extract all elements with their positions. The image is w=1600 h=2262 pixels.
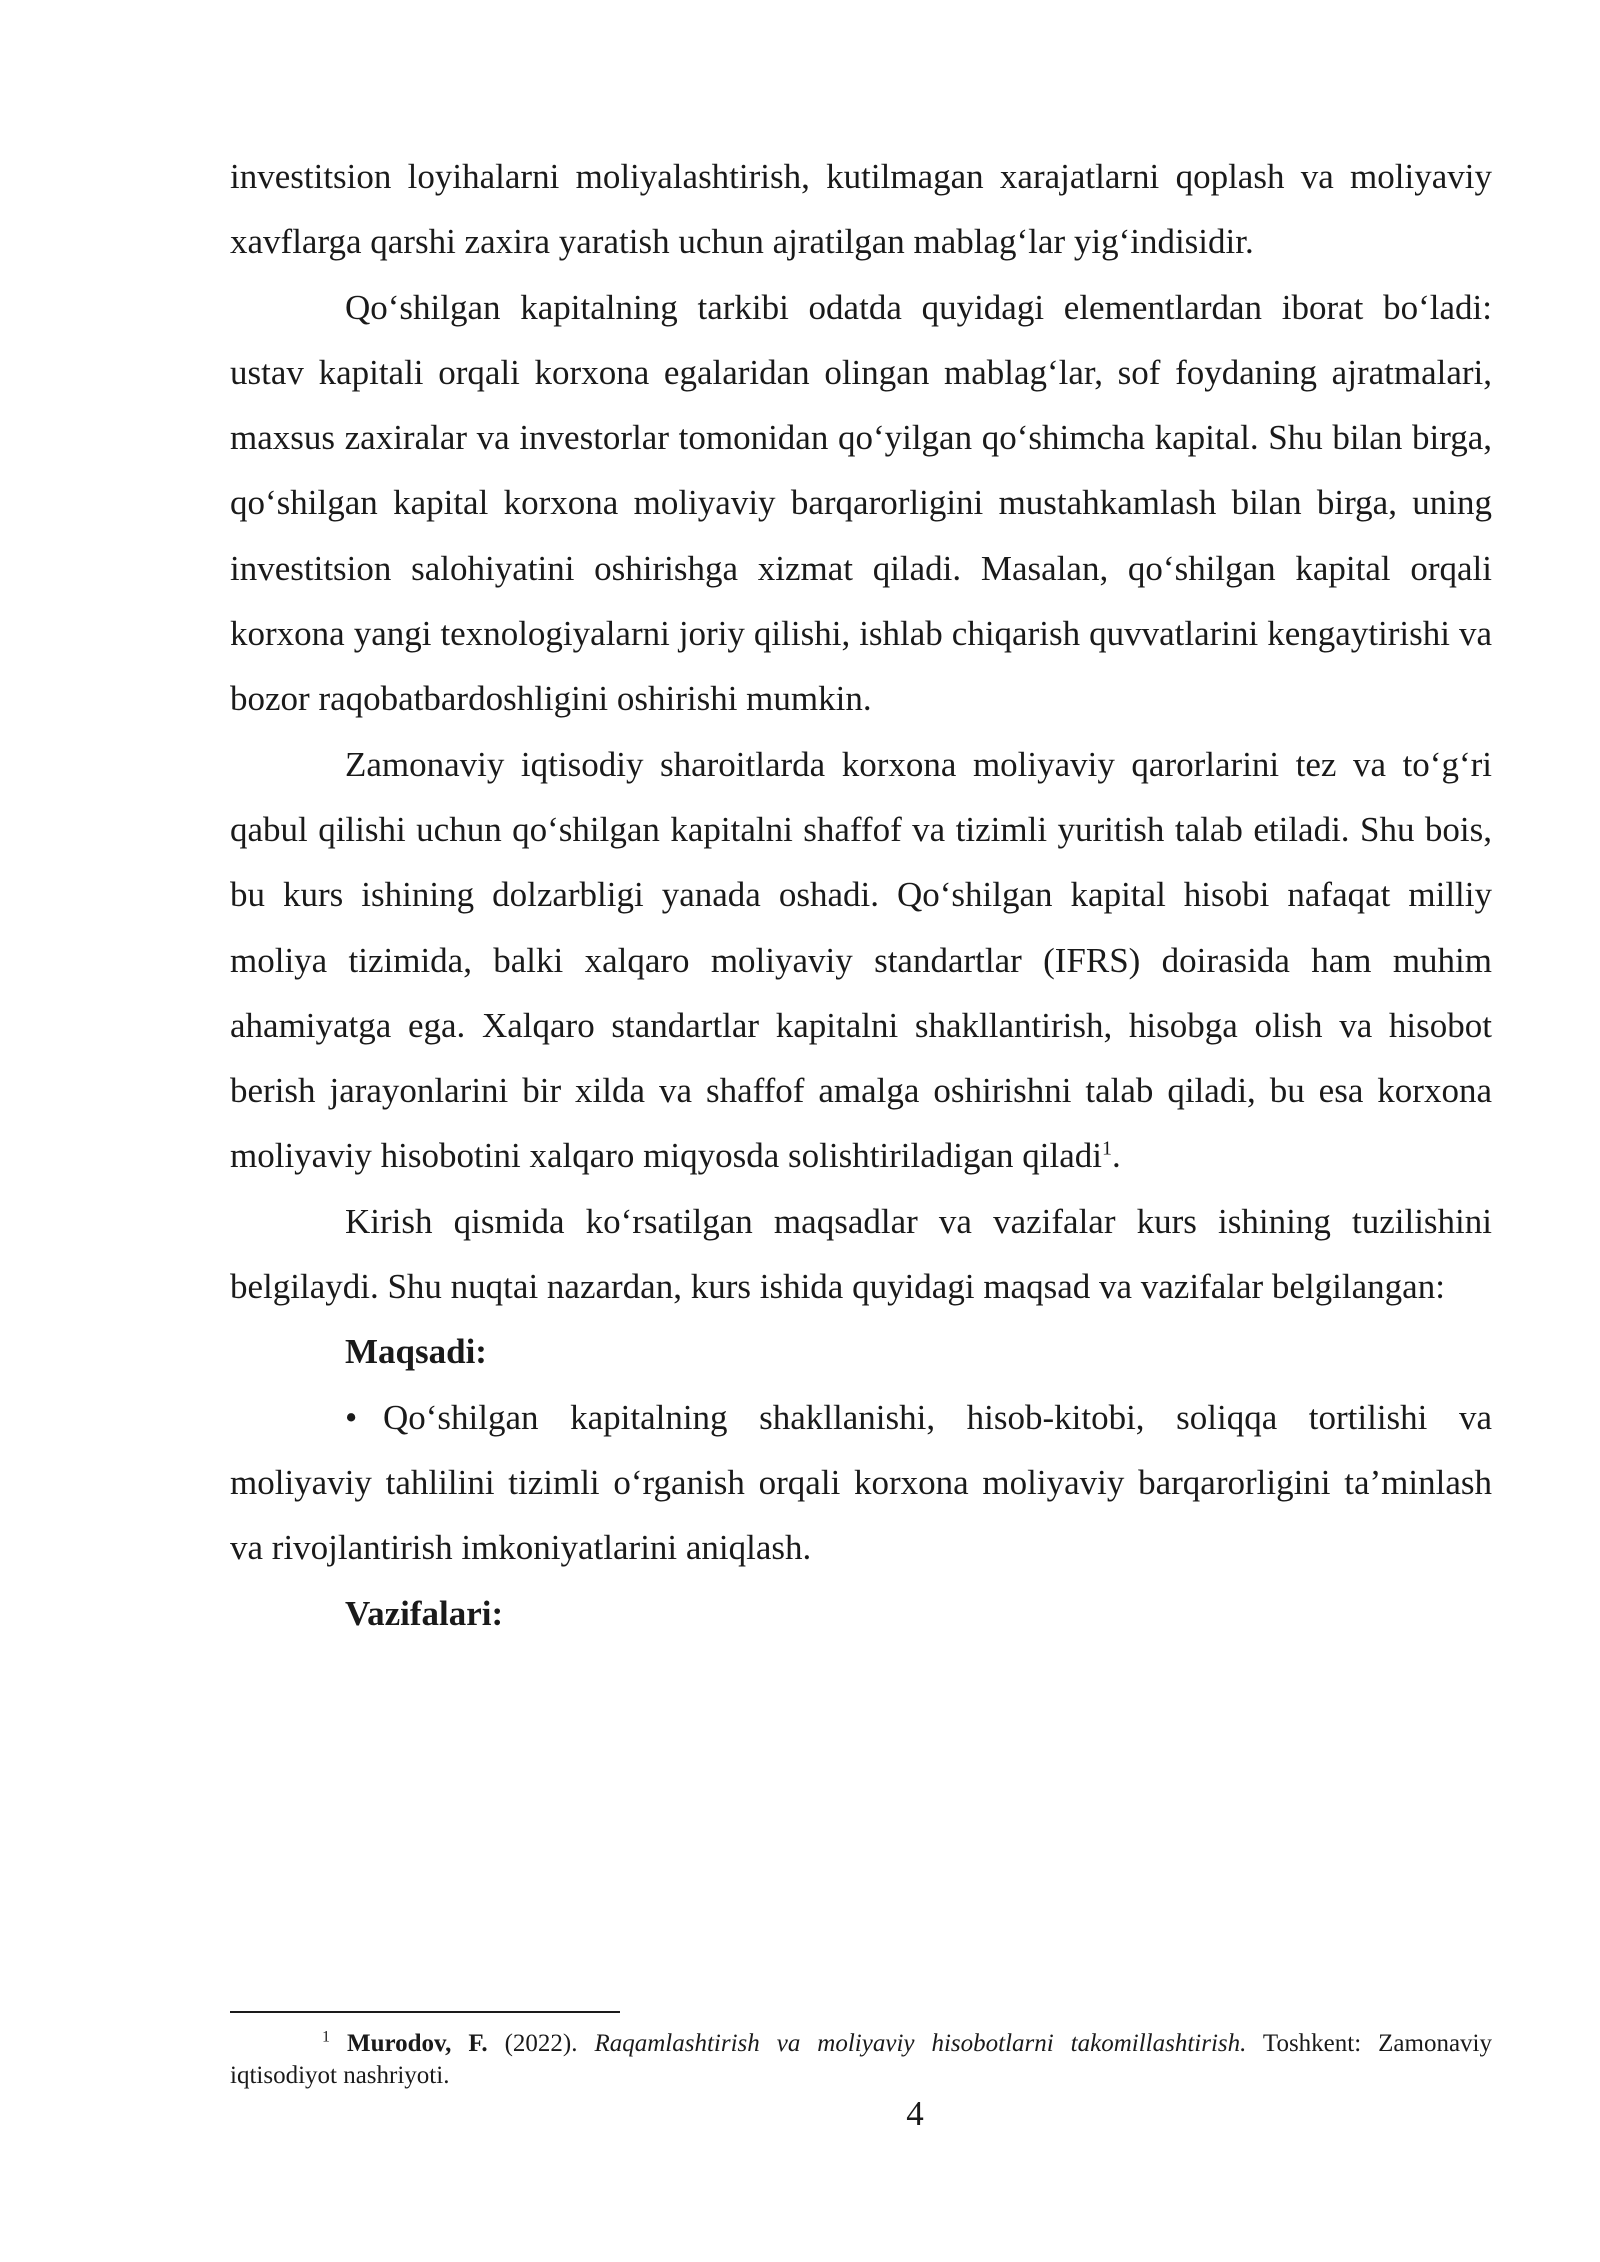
footnote-title: Raqamlashtirish va moliyaviy hisobotlarni takomillashtirish. [594,2030,1247,2057]
body-text [230,144,1492,1646]
bullet-icon: • [345,1397,358,1437]
goal-bullet-item [230,1385,1492,1581]
footnote-reference[interactable]: 1 [1102,1137,1112,1160]
paragraph-3-text: Zamonaviy iqtisodiy sharoitlarda korxona moliyaviy qarorlarini tez va to‘g‘ri qabul qilishi uchun qo‘shilgan kapitalni shaffof va tizimli yuritish talab etiladi. Shu bois, bu kurs ishining dolzarbligi yanada oshadi. Qo‘shilgan kapital hisobi nafaqat milliy moliya tizimida, balki xalqaro moliyaviy standartlar (IFRS) doirasida ham muhim ahamiyatga ega. Xalqaro standartlar kapitalni shakllantirish, hisobga olish va hisobot berish jarayonlarini bir xilda va shaffof amalga oshirishni talab qiladi, bu esa korxona moliyaviy hisobotini xalqaro miqyosda solishtiriladigan qiladi [230,744,1492,1176]
footnote-number: 1 [322,2028,330,2046]
footnote-year: (2022). [487,2030,595,2057]
goal-bullet-text: Qo‘shilgan kapitalning shakllanishi, hisob-kitobi, soliqqa tortilishi va moliyaviy tahlilini tizimli o‘rganish orqali korxona moliyaviy barqarorligini ta’minlash va rivojlantirish imkoniyatlarini aniqlash. [230,1397,1492,1568]
paragraph-3-end: . [1112,1136,1121,1176]
footnote-separator [230,2011,620,2013]
footnote-publisher: Toshkent: Zamonaviy iqtisodiyot nashriyoti. [230,2030,1492,2089]
goal-heading: Maqsadi: [345,1332,487,1372]
paragraph-3 [230,732,1492,1189]
footnote [230,2028,1492,2092]
footnote-author: Murodov, F. [346,2030,488,2057]
page-number: 4 [906,2094,924,2133]
paragraph-2: Qo‘shilgan kapitalning tarkibi odatda quyidagi elementlardan iborat bo‘ladi: ustav kapitali orqali korxona egalaridan olingan mablag‘lar, sof foydaning ajratmalari, maxsus zaxiralar va investorlar tomonidan qo‘yilgan qo‘shimcha kapital. Shu bilan birga, qo‘shilgan kapital korxona moliyaviy barqarorligini mustahkamlash bilan birga, uning investitsion salohiyatini oshirishga xizmat qiladi. Masalan, qo‘shilgan kapital orqali korxona yangi texnologiyalarni joriy qilishi, ishlab chiqarish quvvatlarini kengaytirishi va bozor raqobatbardoshligini oshirishi mumkin. [230,287,1492,719]
paragraph-4: Kirish qismida ko‘rsatilgan maqsadlar va vazifalar kurs ishining tuzilishini belgilaydi. Shu nuqtai nazardan, kurs ishida quyidagi maqsad va vazifalar belgilangan: [230,1201,1492,1307]
paragraph-1: investitsion loyihalarni moliyalashtirish, kutilmagan xarajatlarni qoplash va moliyaviy xavflarga qarshi zaxira yaratish uchun ajratilgan mablag‘lar yig‘indisidir. [230,157,1492,262]
tasks-heading: Vazifalari: [345,1593,504,1633]
